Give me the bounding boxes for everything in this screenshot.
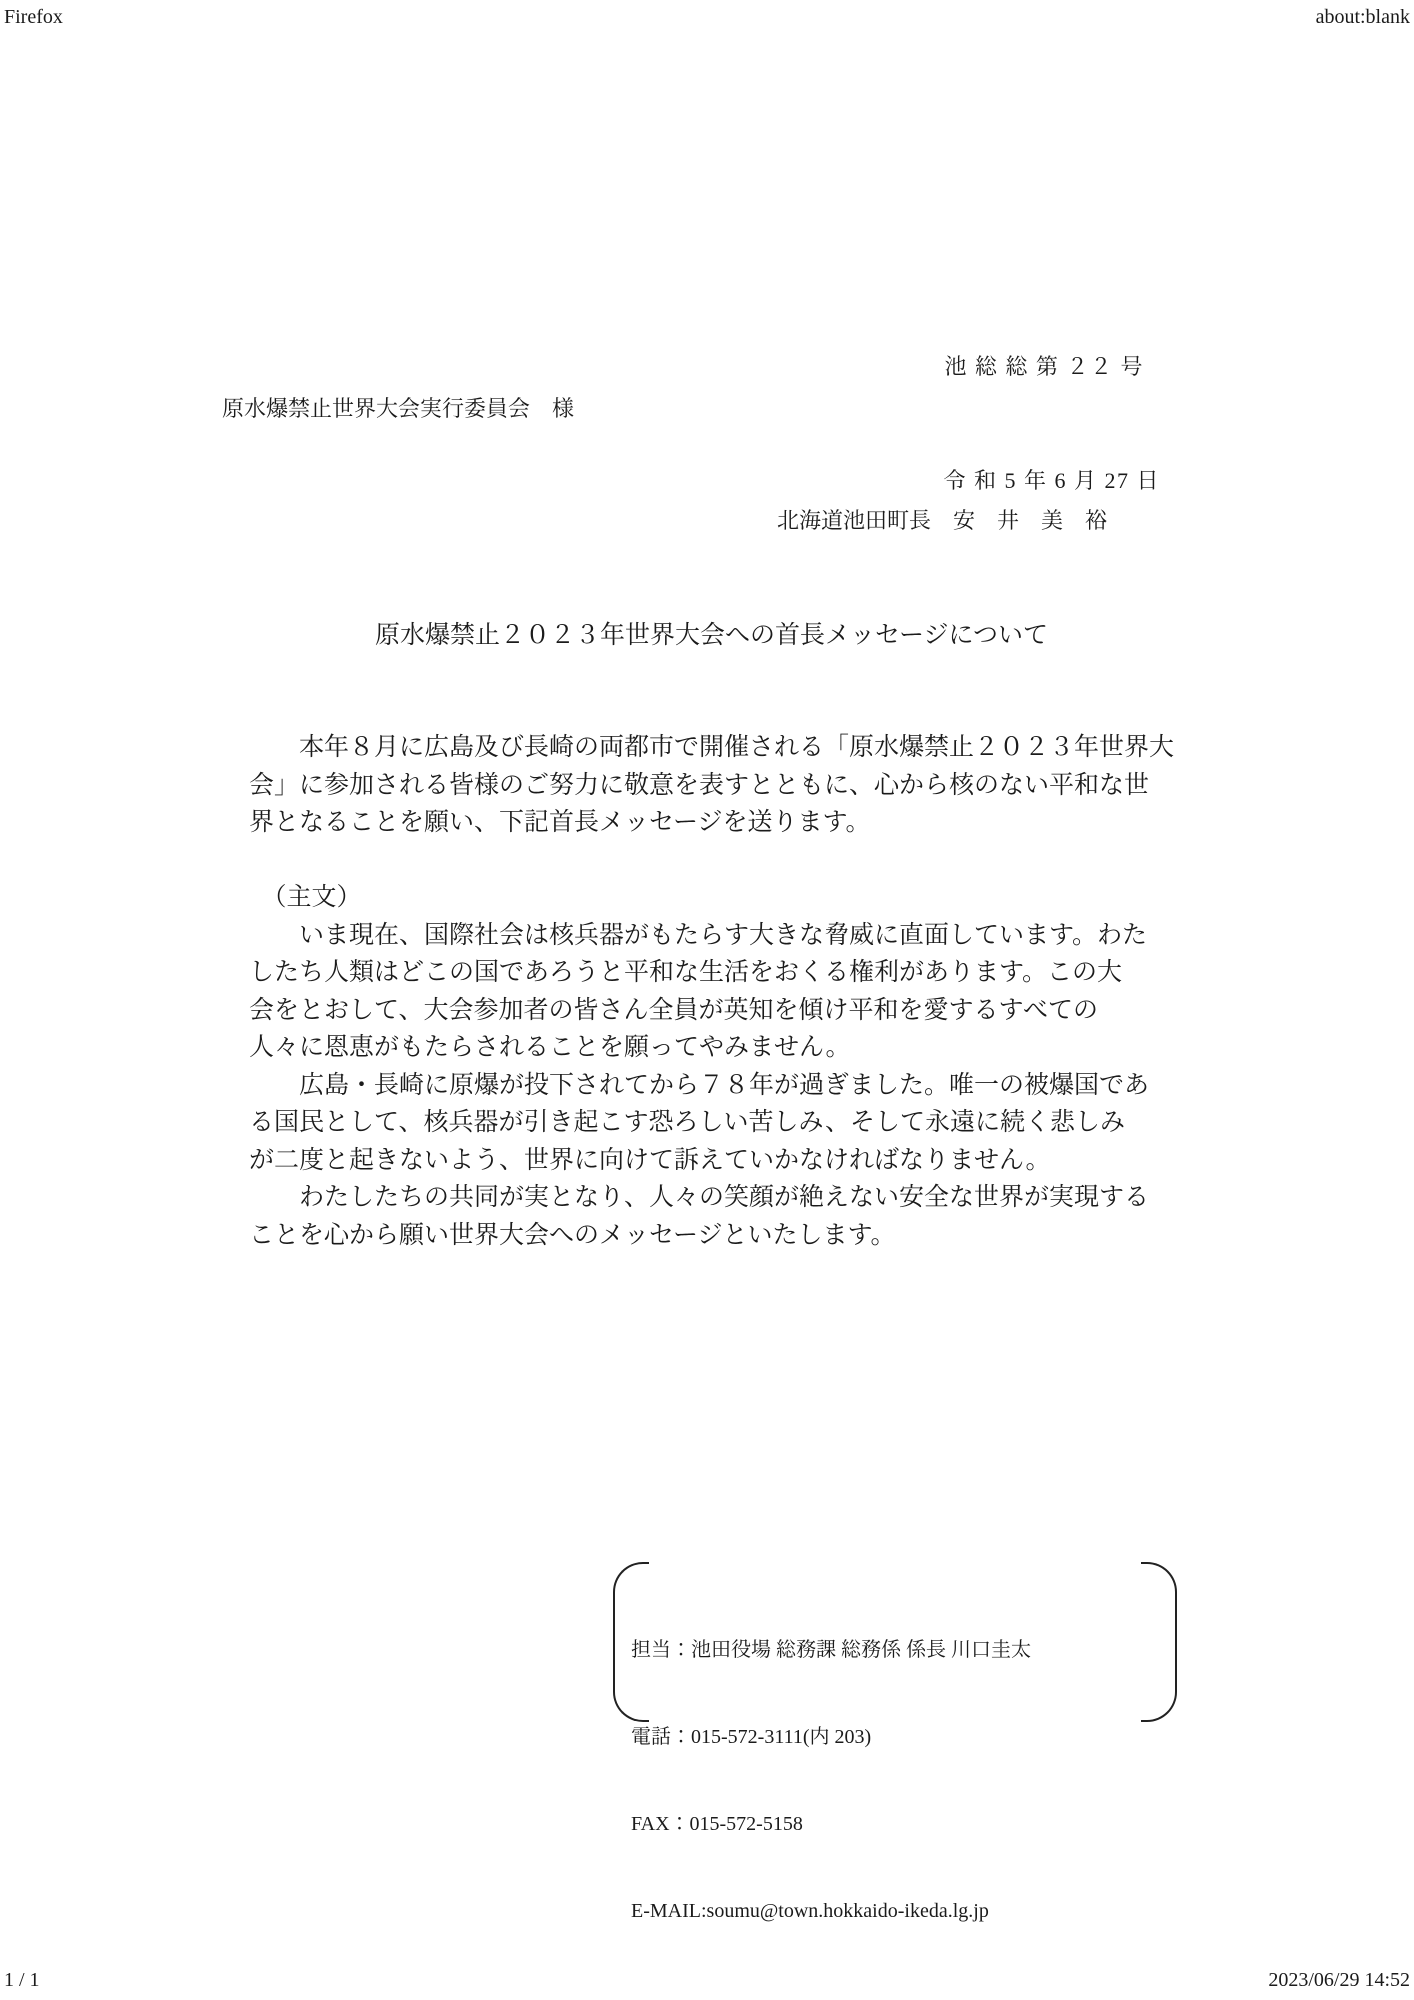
letter-title: 原水爆禁止２０２３年世界大会への首長メッセージについて	[374, 622, 1048, 649]
body-line: 広島・長崎に原爆が投下されてから７８年が過ぎました。唯一の被爆国であ	[249, 1071, 1150, 1099]
body-line: が二度と起きないよう、世界に向けて訴えていかなければなりません。	[249, 1146, 1051, 1174]
contact-box-right-bracket	[1141, 1562, 1177, 1722]
print-footer-page-number: 1 / 1	[4, 1969, 40, 1991]
body-line: わたしたちの共同が実となり、人々の笑顔が絶えない安全な世界が実現する	[249, 1184, 1150, 1211]
document-number: 池 総 総 第 ２２ 号	[944, 354, 1144, 379]
addressee: 原水爆禁止世界大会実行委員会 様	[222, 396, 575, 421]
print-footer	[4, 1969, 1410, 1992]
contact-info	[631, 1578, 1031, 1984]
letter-body	[249, 729, 1189, 1254]
body-line: ことを心から願い世界大会へのメッセージといたします。	[249, 1221, 896, 1249]
contact-staff: 担当：池田役場 総務課 総務係 係長 川口圭太	[631, 1639, 1031, 1661]
body-line-section-label: （主文）	[249, 884, 362, 911]
print-footer-datetime: 2023/06/29 14:52	[1268, 1969, 1410, 1991]
body-line: 人々に恩恵がもたらされることを願ってやみません。	[249, 1034, 851, 1061]
contact-phone: 電話：015-572-3111(内 203)	[631, 1726, 872, 1748]
print-header-url: about:blank	[1315, 6, 1410, 28]
contact-email: E-MAIL:soumu@town.hokkaido-ikeda.lg.jp	[631, 1900, 989, 1922]
contact-box	[613, 1562, 1177, 1922]
sender: 北海道池田町長 安 井 美 裕	[777, 508, 1108, 533]
body-line: 界となることを願い、下記首長メッセージを送ります。	[249, 809, 871, 836]
document-date: 令 和 5 年 6 月 27 日	[943, 468, 1160, 493]
print-header-browser-label: Firefox	[4, 6, 63, 28]
body-line: いま現在、国際社会は核兵器がもたらす大きな脅威に直面しています。わた	[249, 921, 1148, 949]
body-line: 会をとおして、大会参加者の皆さん全員が英知を傾け平和を愛するすべての	[249, 996, 1099, 1024]
print-header	[4, 6, 1410, 29]
body-line: る国民として、核兵器が引き起こす恐ろしい苦しみ、そして永遠に続く悲しみ	[249, 1109, 1126, 1136]
body-line: 本年８月に広島及び長崎の両都市で開催される「原水爆禁止２０２３年世界大	[249, 734, 1175, 761]
contact-fax: FAX：015-572-5158	[631, 1813, 803, 1835]
body-line: したち人類はどこの国であろうと平和な生活をおくる権利があります。この大	[249, 959, 1123, 986]
body-line: 会」に参加される皆様のご努力に敬意を表すとともに、心から核のない平和な世	[249, 771, 1150, 799]
